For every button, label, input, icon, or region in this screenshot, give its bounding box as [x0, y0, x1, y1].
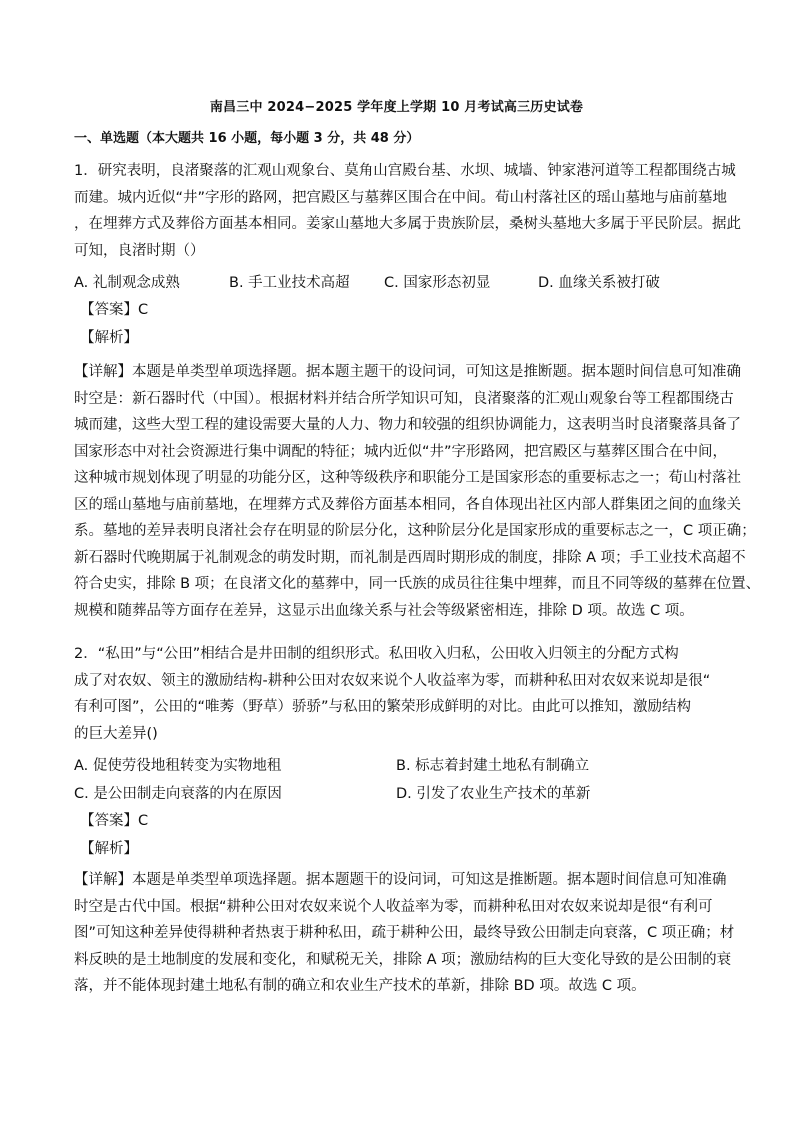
detail-line: 系。墓地的差异表明良渚社会存在明显的阶层分化，这种阶层分化是国家形成的重要标志之一，C 项正确；	[74, 523, 756, 539]
detail-line: 区的瑶山墓地与庙前墓地，在埋葬方式及葬俗方面基本相同，各自体现出社区内部人群集团之间的血缘关	[74, 496, 741, 513]
option-c: C. 是公田制走向衰落的内在原因	[74, 786, 282, 802]
answer-label: 【答案】C	[80, 813, 149, 829]
option-c: C. 国家形态初显	[384, 275, 491, 291]
question-1-stem	[74, 158, 741, 264]
detail-line: 【详解】本题是单类型单项选择题。据本题题干的设问词，可知这是推断题。据本题时间信息可知准确	[74, 872, 727, 888]
option-b: B. 标志着封建土地私有制确立	[396, 758, 590, 774]
detail-line: 图”可知这种差异使得耕种者热衷于耕种私田，疏于耕种公田，最终导致公田制走向衰落，C 项正确；材	[74, 925, 735, 941]
detail-line: 落，并不能体现封建土地私有制的确立和农业生产技术的革新，排除 BD 项。故选 C 项。	[74, 978, 646, 994]
analysis-label: 【解析】	[80, 330, 138, 346]
question-1-options	[74, 270, 724, 296]
option-a: A. 促使劳役地租转变为实物地租	[74, 758, 282, 774]
question-1-detail	[74, 359, 761, 624]
detail-line: 时空是：新石器时代（中国）。根据材料并结合所学知识可知，良渚聚落的汇观山观象台等工程都围绕古	[74, 390, 734, 407]
option-d: D. 引发了农业生产技术的革新	[396, 786, 591, 802]
answer-label: 【答案】C	[80, 302, 149, 318]
detail-line: 规模和随葬品等方面存在差异，这显示出血缘关系与社会等级紧密相连，排除 D 项。故选 C 项。	[74, 602, 694, 619]
question-2-detail	[74, 867, 735, 1000]
detail-line: 这种城市规划体现了明显的功能分区，这种等级秩序和职能分工是国家形态的重要标志之一；荀山村落社	[74, 470, 741, 486]
option-b: B. 手工业技术高超	[229, 275, 350, 291]
detail-line: 【详解】本题是单类型单项选择题。据本题主题干的设问词，可知这是推断题。据本题时间信息可知准确	[74, 364, 741, 380]
detail-line: 国家形态中对社会资源进行集中调配的特征；城内近似“井”字形路网，把宫殿区与墓葬区围合在中间，	[74, 443, 728, 460]
detail-line: 城而建，这些大型工程的建设需要大量的人力、物力和较强的组织协调能力，这表明当时良渚聚落具备了	[74, 417, 741, 433]
detail-line: 时空是古代中国。根据“耕种公田对农奴来说个人收益率为零，而耕种私田对农奴来说却是很“有利可	[74, 898, 713, 915]
stem-line: 成了对农奴、领主的激励结构-耕种公田对农奴来说个人收益率为零，而耕种私田对农奴来说却是很“	[74, 672, 711, 689]
stem-line: 而建。城内近似“井”字形的路网，把宫殿区与墓葬区围合在中间。荀山村落社区的瑶山墓地与庙前墓地	[74, 189, 728, 206]
stem-line: 有利可图”，公田的“唯莠（野草）骄骄”与私田的繁荣形成鲜明的对比。由此可以推知，激励结构	[74, 699, 692, 715]
question-2-options-row-2	[74, 781, 724, 807]
stem-line: 2．“私田”与“公田”相结合是井田制的组织形式。私田收入归私，公田收入归领主的分配方式构	[74, 646, 679, 662]
option-a: A. 礼制观念成熟	[74, 275, 180, 291]
question-2-stem	[74, 641, 724, 747]
stem-line: 的巨大差异()	[74, 725, 158, 742]
stem-line: 可知，良渚时期（）	[74, 242, 205, 259]
detail-line: 符合史实，排除 B 项；在良渚文化的墓葬中，同一氏族的成员往往集中埋葬，而且不同等级的墓葬在位置、	[74, 576, 761, 592]
detail-line: 新石器时代晚期属于礼制观念的萌发时期，而礼制是西周时期形成的制度，排除 A 项；手工业技术高超不	[74, 549, 746, 566]
analysis-label: 【解析】	[80, 841, 138, 857]
option-d: D. 血缘关系被打破	[538, 275, 660, 291]
document-title: 南昌三中 2024−2025 学年度上学期 10 月考试高三历史试卷	[209, 100, 584, 115]
stem-line: ，在埋葬方式及葬俗方面基本相同。姜家山墓地大多属于贵族阶层，桑树头墓地大多属于平民阶层。据此	[74, 216, 741, 232]
section-heading: 一、单选题（本大题共 16 小题，每小题 3 分，共 48 分）	[74, 131, 420, 146]
detail-line: 料反映的是土地制度的发展和变化，和赋税无关，排除 A 项；激励结构的巨大变化导致的是公田制的衰	[74, 951, 732, 968]
stem-line: 1．研究表明，良渚聚落的汇观山观象台、莫角山宫殿台基、水坝、城墙、钟家港河道等工程都围绕古城	[74, 163, 736, 179]
question-2-options-row-1	[74, 753, 724, 779]
